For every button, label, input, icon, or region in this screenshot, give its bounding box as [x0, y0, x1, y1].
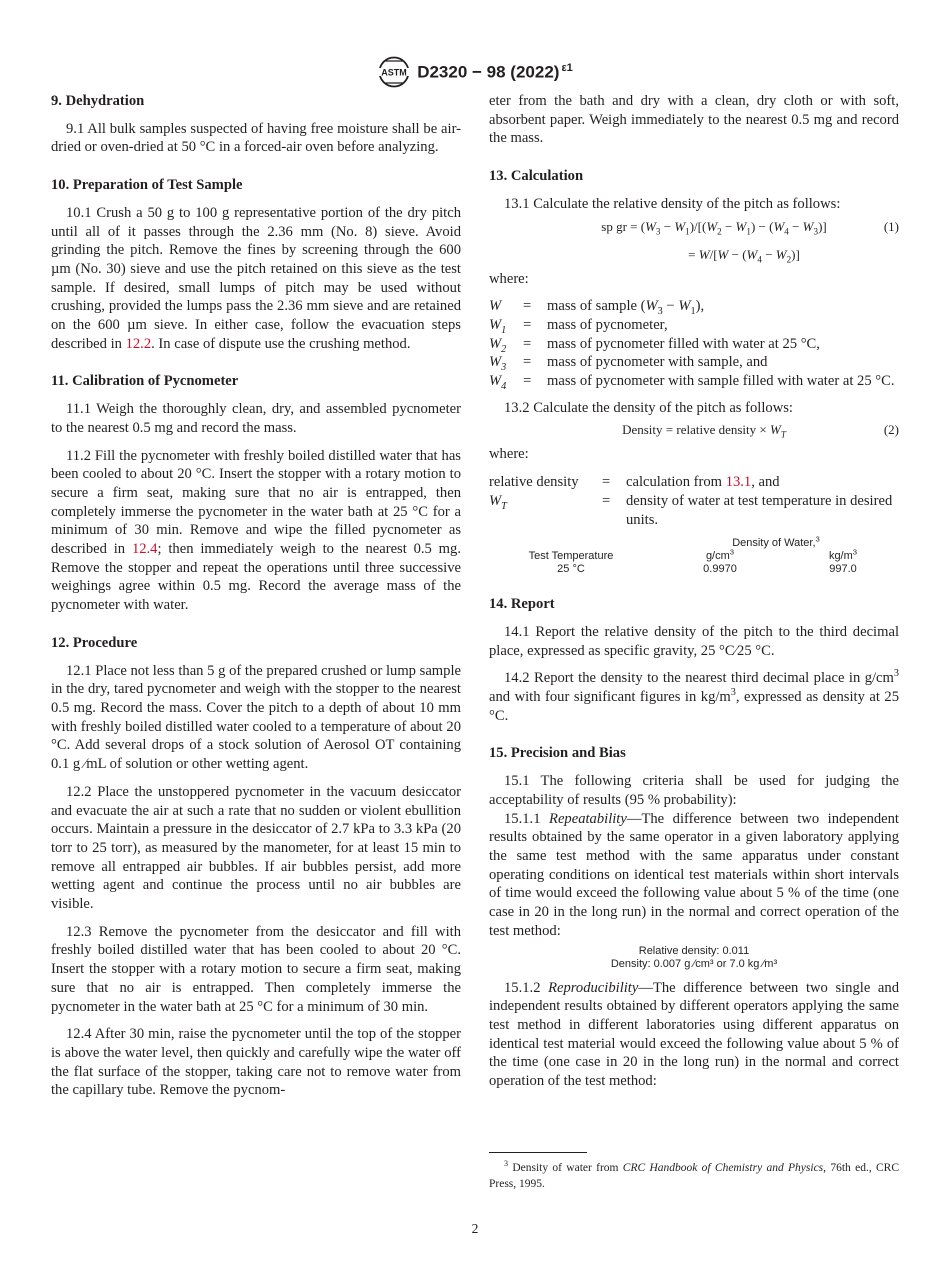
- paragraph: eter from the bath and dry with a clean, dry cloth or with soft, absorbent paper. Weigh immediately to the nearest 0.5 mg and record the mass.: [489, 93, 899, 147]
- equation-1-line-2: = $W/[W - (W_4 - W_2)]$: [688, 246, 800, 265]
- variable-definitions: [489, 297, 899, 391]
- astm-logo-icon: [377, 56, 411, 88]
- table-group-header: Density of Water,$^3$: [732, 534, 820, 550]
- paragraph: 12.3 Remove the pycnometer from the desiccator and fill with freshly boiled distilled water that has been cooled to about 20 °C. Insert the stopper with a rotary motion to secure a firm seat, making sure that no air is entrapped. Then completely immerse the pycnometer in the water bath at 25 °C for a minimum of 30 min.: [51, 923, 461, 1015]
- section-heading: 15. Precision and Bias: [489, 745, 626, 762]
- equation-number: (2): [883, 422, 899, 438]
- page-header: [0, 56, 950, 93]
- section-link[interactable]: 12.4: [131, 541, 158, 558]
- equation-number: (1): [883, 218, 899, 234]
- paragraph: 13.2 Calculate the density of the pitch as follows:: [504, 399, 793, 416]
- paragraph: 12.2 Place the unstoppered pycnometer in the vacuum desiccator and evacuate the air at such a rate that no sudden or violent ebullition occurs. Maintain a pressure in the desiccator of 2.7 kPa to 3.3 kPa (20 torr to 25 torr), as measured by the manometer, for at least 15 min to remove all entrapped air bubbles. If air bubbles persist, add more wetting agent and continue the process until no air bubbles are visible.: [51, 783, 461, 913]
- table-header: $kg/m^3$: [828, 547, 858, 563]
- equation-1: sp gr = $(W_3 - W_1)/[(W_2 - W_1) - (W_4 - W_3)]$ (1): [489, 214, 899, 240]
- paragraph: 11.1 Weigh the thoroughly clean, dry, and assembled pycnometer to the nearest 0.5 mg and record the mass.: [51, 401, 461, 436]
- section-link[interactable]: 13.1: [725, 474, 752, 491]
- table-row: 25 °C 0.9970 997.0: [557, 563, 857, 576]
- where-label: where:: [489, 446, 529, 463]
- definition-row: $W_4$ = mass of pycnometer with sample filled with water at 25 °C.: [489, 373, 895, 392]
- section-heading: 13. Calculation: [489, 168, 584, 185]
- equation-2: Density = relative density × $W_T$ (2): [489, 417, 899, 443]
- definition-row: relative density = calculation from 13.1, and: [489, 474, 780, 491]
- paragraph: 12.1 Place not less than 5 g of the prepared crushed or lump sample in the dry, tared pycnometer and weigh with the stopper to the nearest 0.5 mg. Record the mass. Cover the pitch to a depth of about 10 mm with freshly boiled distilled water cooled to a temperature of about 20 °C. Add several drops of a stock solution of Aerosol OT containing 0.1 g ⁄mL of solution or other wetting agent.: [51, 662, 461, 773]
- section-heading: 10. Preparation of Test Sample: [51, 177, 243, 194]
- paragraph: 9.1 All bulk samples suspected of having free moisture shall be air-dried or oven-dried at 50 °C in a forced-air oven before analyzing.: [51, 120, 461, 156]
- document-designation: D2320 − 98 (2022) $^{\varepsilon 1}$: [417, 61, 573, 82]
- footnote-rule: [489, 1152, 587, 1153]
- right-column: [489, 92, 899, 1091]
- section-heading: 12. Procedure: [51, 634, 138, 651]
- page-number: 2: [471, 1221, 479, 1236]
- paragraph: 15.1.1 Repeatability—The difference between two independent results obtained by the same operator in a given laboratory applying the same test method with the same apparatus under constant operating conditions on identical test materials within short intervals of time would exceed the following value about 5 % of the time (one case in 20 in the long run) in the normal and correct operation of the test method:: [489, 810, 899, 939]
- svg-text:ASTM: ASTM: [381, 67, 407, 78]
- variable-definitions-2: [489, 473, 899, 529]
- definition-row: $W_3$ = mass of pycnometer with sample, and: [489, 354, 768, 374]
- table-header: Test Temperature: [528, 550, 614, 563]
- section-heading: 14. Report: [489, 596, 555, 613]
- definition-row: $W_2$ = mass of pycnometer filled with water at 25 °C,: [489, 335, 820, 355]
- paragraph: 15.1.2 Reproducibility—The difference between two single and independent results obtained by different operators applying the same test method in different laboratories using different apparatus on identical test material would exceed the following value about 5 % of the time (one case in 20 in the long run) in the normal and correct operation of the test method:: [489, 979, 899, 1090]
- section-link[interactable]: 12.2: [125, 335, 152, 352]
- paragraph: 15.1 The following criteria shall be used for judging the acceptability of results (95 % probability):: [489, 773, 899, 808]
- definition-row: $W_T$ = density of water at test temperature in desired units.: [489, 492, 893, 528]
- paragraph: 11.2 Fill the pycnometer with freshly boiled distilled water that has been cooled to about 20 °C. Insert the stopper with a rotary motion to secure a firm seat, making sure that no air is entrapped, then completely immerse the pycnometer in the water bath at 25 °C for a minimum of 30 min. Remove and wipe the filled pycnometer as described in 12.4; then immediately weigh to the nearest 0.5 mg. Remove the stopper and repeat the operations until three successive weighings agree within 0.5 mg. Record the average mass of the pycnometer with water.: [51, 447, 461, 614]
- paragraph: 14.1 Report the relative density of the pitch to the third decimal place, expressed as specific gravity, 25 °C⁄25 °C.: [489, 623, 899, 659]
- repeatability-values: Relative density: 0.011 Density: 0.007 g ⁄cm³ or 7.0 kg ⁄m³: [610, 944, 778, 970]
- paragraph: 10.1 Crush a 50 g to 100 g representative portion of the dry pitch until all of it passes through the 2.36 mm (No. 8) sieve. Avoid grinding the pitch. Remove the fines by screening through the 600 µm (No. 30) sieve and use the pitch retained on this sieve as the test sample. If desired, small lumps of pitch may be used without crushing, provided the lumps pass the 2.36 mm sieve and are retained on the 600 µm sieve. In either case, follow the evacuation steps described in 12.2. In case of dispute use the crushing method.: [51, 204, 461, 352]
- paragraph: 13.1 Calculate the relative density of the pitch as follows:: [504, 195, 841, 212]
- left-column: [51, 92, 461, 1100]
- paragraph: 14.2 Report the density to the nearest third decimal place in $g/cm^3$ and with four significant figures in $kg/m^3$, expressed as density at 25 °C.: [489, 668, 899, 724]
- water-density-table: [489, 534, 899, 576]
- where-label: where:: [489, 270, 529, 287]
- table-header: $g/cm^3$: [705, 547, 735, 563]
- section-heading: 11. Calibration of Pycnometer: [51, 373, 239, 390]
- definition-row: $W_1$ = mass of pycnometer,: [489, 316, 668, 336]
- paragraph: 12.4 After 30 min, raise the pycnometer until the top of the stopper is above the water level, then quickly and carefully wipe the water off the flat surface of the stopper, taking care not to remove water from the capillary tube. Remove the pycnom-: [51, 1026, 461, 1099]
- footnote: $^3$ Density of water from CRC Handbook of Chemistry and Physics, 76th ed., CRC Press, 1995.: [489, 1159, 900, 1190]
- definition-row: W = mass of sample $(W_3 - W_1)$,: [489, 298, 705, 318]
- section-heading: 9. Dehydration: [51, 93, 145, 109]
